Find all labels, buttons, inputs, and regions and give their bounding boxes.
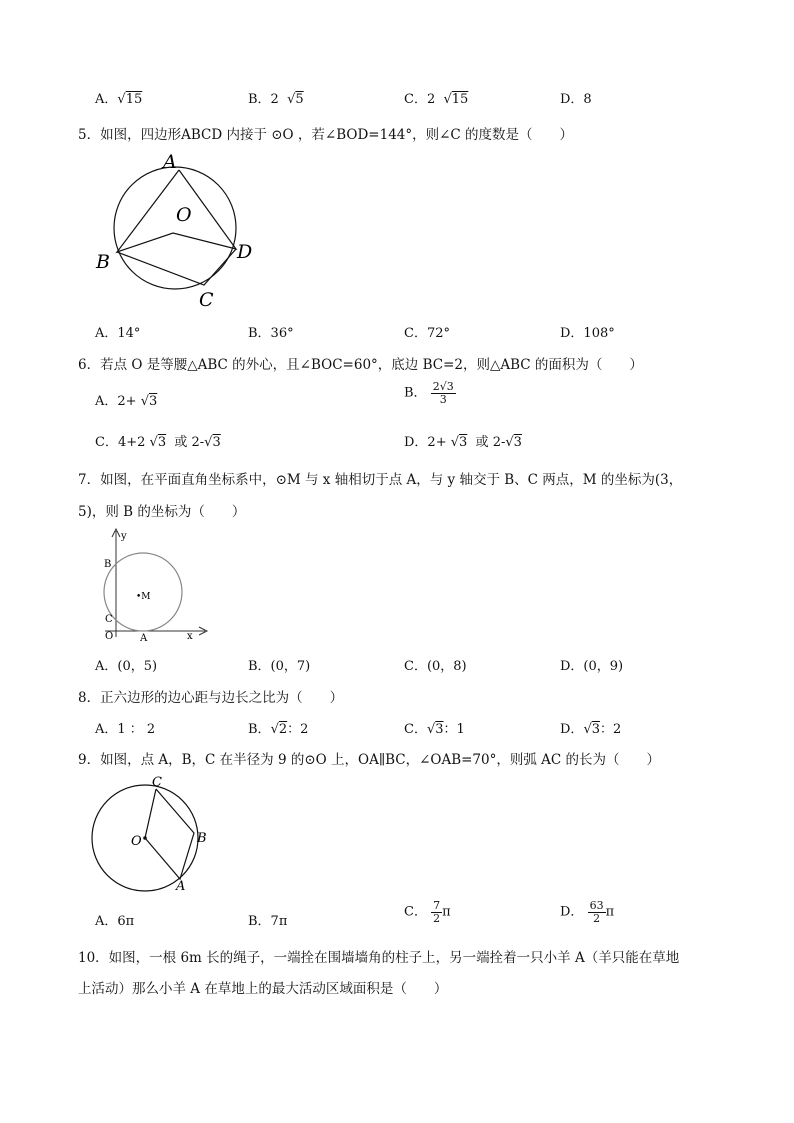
q8-option-c: C．√3：1 — [404, 722, 465, 737]
q7-option-c: C．(0，8) — [404, 659, 467, 674]
q9-label-a: A — [176, 879, 186, 894]
q6-option-a: A．2+ √3 — [95, 394, 158, 409]
q5-label-d: D — [237, 241, 253, 263]
q10-stem-line1: 10．如图，一根 6m 长的绳子，一端拴在围墙墙角的柱子上，另一端拴着一只小羊 A（羊只能在草地 — [78, 950, 680, 966]
q10-stem-line2: 上活动）那么小羊 A 在草地上的最大活动区域面积是（ ） — [78, 981, 448, 997]
q4-option-b: B．2 √5 — [248, 92, 304, 107]
q9-option-c: C． $\frac{7}{2}$ π — [404, 899, 451, 925]
q7-label-x: x — [187, 631, 193, 642]
q5-option-d: D．108° — [560, 326, 615, 341]
q9-option-a: A．6π — [95, 914, 135, 929]
q9-option-d-fraction: $\frac{63}{2}$ — [589, 899, 604, 925]
q7-option-d: D．(0，9) — [560, 659, 624, 674]
q9-stem: 9．如图，点 A，B，C 在半径为 9 的⊙O 上，OA∥BC，∠OAB=70°，则弧 AC 的长为（ ） — [78, 752, 661, 768]
q5-option-b: B．36° — [248, 326, 294, 341]
q9-label-c: C — [152, 775, 162, 790]
q6-option-c: C．4+2 √3 或 2-√3 — [95, 435, 221, 450]
q8-option-a: A．1 ： 2 — [95, 722, 156, 737]
q7-label-m: •M — [136, 592, 151, 602]
q8-stem: 8．正六边形的边心距与边长之比为（ ） — [78, 690, 344, 706]
q9-label-b: B — [197, 831, 207, 846]
q4-option-a: A．√15 — [95, 92, 143, 107]
q9-figure — [88, 772, 218, 897]
q6-option-b-fraction: $\frac{2√3}{3}$ — [432, 380, 454, 406]
q5-option-c: C．72° — [404, 326, 450, 341]
q9-option-d: D． $\frac{63}{2}$ π — [560, 899, 615, 925]
q6-stem: 6．若点 O 是等腰△ABC 的外心，且∠BOC=60°，底边 BC=2，则△ABC 的面积为（ ） — [78, 357, 643, 373]
q7-figure — [95, 525, 215, 645]
q5-label-b: B — [96, 251, 110, 273]
q9-option-b: B．7π — [248, 914, 288, 929]
q5-label-o: O — [176, 204, 192, 226]
q5-figure — [90, 148, 270, 318]
q6-option-d: D．2+ √3 或 2-√3 — [404, 435, 522, 450]
q7-label-c: C — [105, 614, 113, 625]
q7-label-y: y — [121, 531, 127, 542]
q7-label-b: B — [104, 559, 112, 570]
q7-option-b: B．(0，7) — [248, 659, 311, 674]
q7-option-a: A．(0，5) — [95, 659, 158, 674]
q8-option-b: B．√2：2 — [248, 722, 309, 737]
q7-label-o: O — [105, 631, 114, 642]
q8-option-d: D．√3：2 — [560, 722, 622, 737]
q4-option-d: D．8 — [560, 92, 592, 107]
q7-stem-line2: 5)，则 B 的坐标为（ ） — [78, 504, 246, 520]
q4-option-c: C．2 √15 — [404, 92, 469, 107]
q5-option-a: A．14° — [95, 326, 141, 341]
q5-stem: 5．如图，四边形ABCD 内接于 ⊙O ，若∠BOD=144°，则∠C 的度数是（ ） — [78, 127, 574, 143]
q7-label-a: A — [140, 633, 148, 644]
q5-label-a: A — [163, 151, 177, 173]
q9-label-o: O — [131, 834, 142, 849]
q7-stem-line1: 7．如图，在平面直角坐标系中，⊙M 与 x 轴相切于点 A，与 y 轴交于 B、C 两点，M 的坐标为(3， — [78, 472, 683, 488]
q5-label-c: C — [199, 289, 214, 311]
q9-option-c-fraction: $\frac{7}{2}$ — [433, 899, 441, 925]
q6-option-b: B． $\frac{2√3}{3}$ — [404, 380, 454, 406]
